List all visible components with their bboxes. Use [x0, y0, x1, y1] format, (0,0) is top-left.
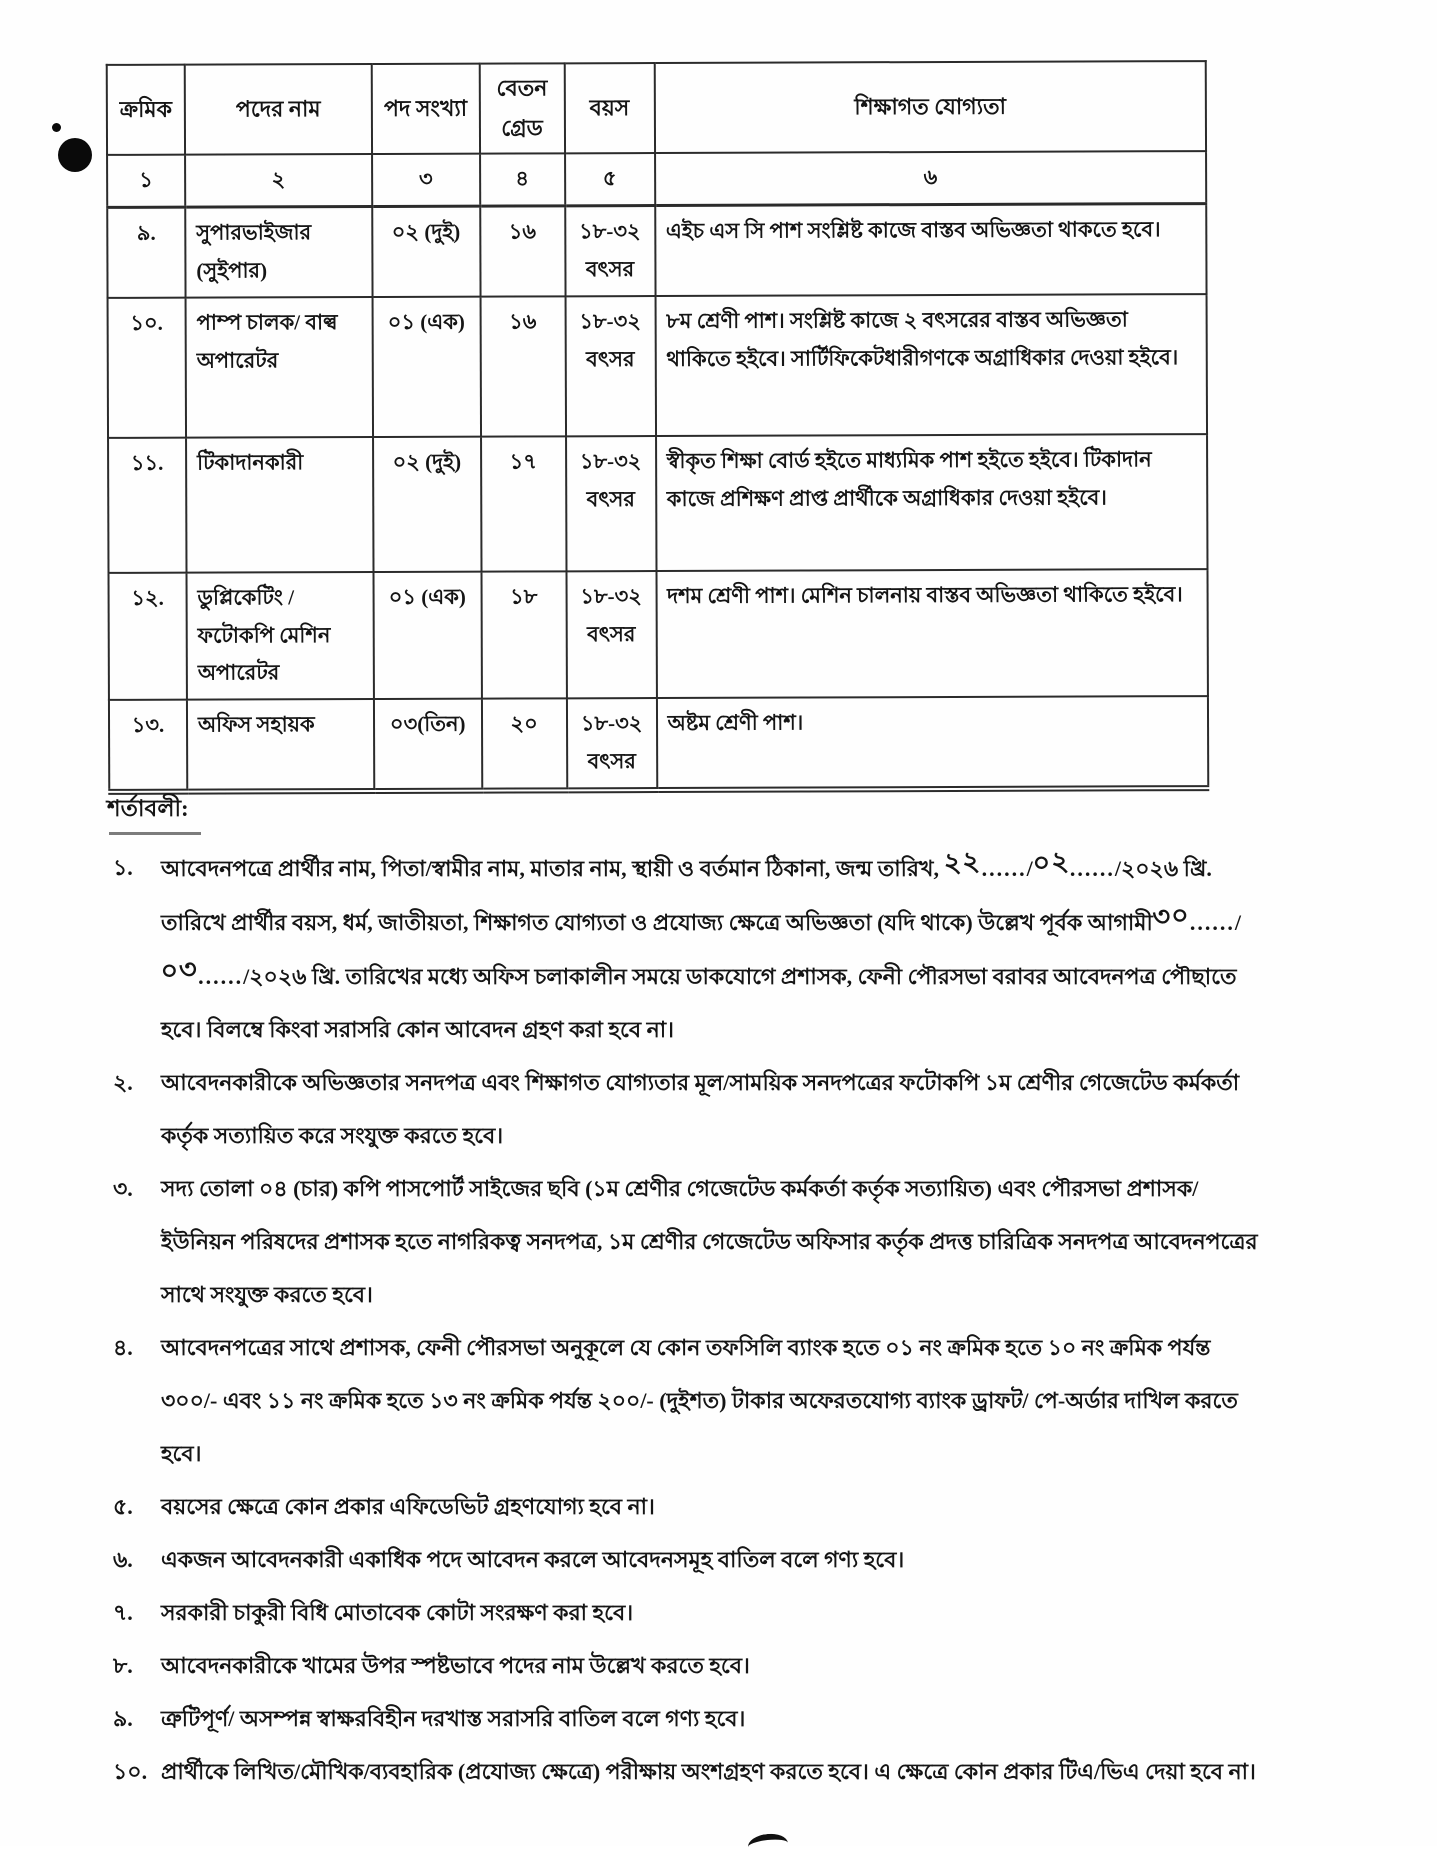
dotted-blank: ...... [198, 964, 244, 989]
cell-age: ১৮-৩২ বৎসর [565, 296, 655, 436]
col-header-serial: ক্রমিক [107, 65, 185, 155]
condition-item [107, 1639, 1259, 1692]
cell-qualification: অষ্টম শ্রেণী পাশ। [656, 696, 1208, 790]
table-row [107, 203, 1206, 297]
conditions-section [107, 790, 1259, 1798]
col-num-6: ৬ [655, 151, 1207, 205]
slash: / [1114, 856, 1121, 881]
ink-speck-icon [52, 123, 61, 132]
condition-1-text-after: খ্রি. তারিখের মধ্যে অফিস চলাকালীন সময়ে ডাকযোগে প্রশাসক, ফেনী পৌরসভা বরাবর আবেদনপত্র পৌছাতে হবে। বিলম্বে কিংবা সরাসরি কোন আবেদন গ্রহণ করা হবে না। [161, 964, 1237, 1042]
condition-number: ৪. [113, 1335, 133, 1360]
cell-post-count: ০২ (দুই) [372, 206, 480, 297]
condition-number: ৮. [113, 1653, 133, 1678]
col-header-qualification: শিক্ষাগত যোগ্যতা [654, 61, 1206, 153]
condition-text: সদ্য তোলা ০৪ (চার) কপি পাসপোর্ট সাইজের ছবি (১ম শ্রেণীর গেজেটেড কর্মকর্তা কর্তৃক সত্যায়িত) এবং পৌরসভা প্রশাসক/ ইউনিয়ন পরিষদের প্রশাসক হতে নাগরিকত্ব সনদপত্র, ১ম শ্রেণীর গেজেটেড অফিসার কর্তৃক প্রদত্ত চারিত্রিক সনদপত্র আবেদনপত্রের সাথে সংযুক্ত করতে হবে। [161, 1176, 1258, 1307]
cell-pay-grade: ১৬ [480, 296, 565, 436]
condition-number: ১. [113, 855, 133, 880]
col-num-1: ১ [107, 155, 185, 208]
cell-qualification: স্বীকৃত শিক্ষা বোর্ড হইতে মাধ্যমিক পাশ হইতে হইবে। টিকাদান কাজে প্রশিক্ষণ প্রাপ্ত প্রার্থীকে অগ্রাধিকার দেওয়া হইবে। [656, 434, 1208, 571]
dotted-blank: ...... [981, 856, 1027, 881]
handwritten-month-2: ০৩ [159, 953, 199, 987]
cell-qualification: দশম শ্রেণী পাশ। মেশিন চালনায় বাস্তব অভিজ্ঞতা থাকিতে হইবে। [656, 569, 1208, 698]
job-posts-table [106, 60, 1210, 795]
condition-item [107, 1745, 1259, 1798]
condition-item [107, 1533, 1259, 1586]
condition-number: ৫. [113, 1494, 133, 1519]
condition-text: আবেদনপত্রের সাথে প্রশাসক, ফেনী পৌরসভা অনুকূলে যে কোন তফসিলি ব্যাংক হতে ০১ নং ক্রমিক হতে ১০ নং ক্রমিক পর্যন্ত ৩০০/- এবং ১১ নং ক্রমিক হতে ১৩ নং ক্রমিক পর্যন্ত ২০০/- (দুইশত) টাকার অফেরতযোগ্য ব্যাংক ড্রাফট/ পে-অর্ডার দাখিল করতে হবে। [161, 1335, 1238, 1466]
cell-serial: ১২. [109, 572, 187, 700]
cut-off-text-artifact [747, 1832, 789, 1858]
cell-post-name: পাম্প চালক/ বাল্ব অপারেটর [185, 297, 372, 438]
slash: / [1026, 856, 1033, 881]
col-num-4: ৪ [480, 153, 565, 206]
col-num-5: ৫ [565, 153, 655, 206]
table-row [108, 434, 1207, 573]
cell-pay-grade: ১৮ [481, 571, 566, 699]
condition-number: ৩. [113, 1176, 133, 1201]
col-header-post-name: পদের নাম [185, 64, 372, 155]
col-num-2: ২ [185, 154, 372, 207]
col-header-post-count: পদ সংখ্যা [371, 64, 479, 154]
condition-item [107, 1056, 1259, 1162]
cell-pay-grade: ২০ [482, 699, 567, 791]
col-header-pay-grade: বেতন গ্রেড [479, 63, 564, 153]
condition-text: সরকারী চাকুরী বিধি মোতাবেক কোটা সংরক্ষণ করা হবে। [161, 1600, 634, 1625]
table-row [109, 696, 1208, 791]
column-number-row [107, 151, 1206, 207]
condition-item [107, 1692, 1259, 1745]
col-header-age: বয়স [564, 63, 654, 153]
col-num-3: ৩ [372, 154, 480, 207]
hole-punch-dot-icon [58, 138, 92, 172]
condition-text: আবেদনকারীকে অভিজ্ঞতার সনদপত্র এবং শিক্ষাগত যোগ্যতার মূল/সাময়িক সনদপত্রের ফটোকপি ১ম শ্রেণীর গেজেটেড কর্মকর্তা কর্তৃক সত্যায়িত করে সংযুক্ত করতে হবে। [161, 1070, 1240, 1148]
printed-year-1: ২০২৬ [1120, 856, 1179, 881]
condition-1-text-before: আবেদনপত্রে প্রার্থীর নাম, পিতা/স্বামীর নাম, মাতার নাম, স্থায়ী ও বর্তমান ঠিকানা, জন্ম তারিখ, [161, 856, 939, 881]
condition-number: ১০. [113, 1759, 148, 1784]
condition-number: ৭. [113, 1600, 133, 1625]
handwritten-month-1: ০২ [1031, 845, 1071, 879]
condition-text: আবেদনকারীকে খামের উপর স্পষ্টভাবে পদের নাম উল্লেখ করতে হবে। [161, 1653, 750, 1678]
condition-number: ৯. [113, 1706, 133, 1731]
cell-pay-grade: ১৭ [481, 436, 566, 571]
cell-post-count: ০১ (এক) [372, 296, 480, 436]
cell-pay-grade: ১৬ [480, 206, 565, 297]
condition-number: ৬. [113, 1547, 133, 1572]
condition-text: ত্রুটিপূর্ণ/ অসম্পন্ন স্বাক্ষরবিহীন দরখাস্ত সরাসরি বাতিল বলে গণ্য হবে। [161, 1706, 746, 1731]
cell-serial: ১১. [108, 437, 186, 572]
handwritten-day-1: ২২ [943, 845, 983, 879]
condition-item [107, 1321, 1259, 1480]
condition-text: একজন আবেদনকারী একাধিক পদে আবেদন করলে আবেদনসমূহ বাতিল বলে গণ্য হবে। [161, 1547, 905, 1572]
cell-post-name: টিকাদানকারী [186, 437, 373, 573]
conditions-title: শর্তাবলী: [107, 790, 189, 829]
cell-serial: ১৩. [109, 700, 187, 792]
cell-age: ১৮-৩২ বৎসর [565, 205, 655, 296]
dotted-blank: ...... [1069, 856, 1115, 881]
table-row [109, 569, 1208, 700]
handwritten-day-2: ৩০ [1151, 899, 1191, 933]
cell-age: ১৮-৩২ বৎসর [567, 698, 657, 790]
cell-post-name: অফিস সহায়ক [187, 699, 374, 791]
cell-serial: ৯. [107, 207, 185, 298]
cell-age: ১৮-৩২ বৎসর [566, 571, 656, 699]
condition-item [107, 1480, 1259, 1533]
slash: / [1234, 910, 1242, 935]
cell-age: ১৮-৩২ বৎসর [566, 436, 656, 571]
cell-post-count: ০১ (এক) [373, 571, 481, 699]
table-header-row [107, 61, 1206, 155]
table-row [108, 294, 1207, 438]
condition-1-text-middle: খ্রি. তারিখে প্রার্থীর বয়স, ধর্ম, জাতীয়তা, শিক্ষাগত যোগ্যতা ও প্রযোজ্য ক্ষেত্রে অভিজ্ঞতা (যদি থাকে) উল্লেখ পূর্বক আগামী [161, 856, 1212, 935]
slash: / [243, 964, 250, 989]
dotted-blank: ...... [1189, 910, 1235, 935]
condition-text: প্রার্থীকে লিখিত/মৌখিক/ব্যবহারিক (প্রযোজ্য ক্ষেত্রে) পরীক্ষায় অংশগ্রহণ করতে হবে। এ ক্ষেত্রে কোন প্রকার টিএ/ভিএ দেয়া হবে না। [161, 1759, 1256, 1784]
cell-serial: ১০. [108, 297, 186, 437]
condition-item-1 [107, 841, 1259, 1056]
cell-post-count: ০২ (দুই) [373, 436, 481, 571]
cell-qualification: এইচ এস সি পাশ সংশ্লিষ্ট কাজে বাস্তব অভিজ্ঞতা থাকতে হবে। [655, 203, 1207, 295]
condition-item [107, 1586, 1259, 1639]
condition-text [161, 841, 1259, 1056]
cell-post-name: ডুপ্লিকেটিং / ফটোকপি মেশিন অপারেটর [186, 572, 373, 700]
cell-post-count: ০৩(তিন) [374, 699, 482, 791]
cell-qualification: ৮ম শ্রেণী পাশ। সংশ্লিষ্ট কাজে ২ বৎসরের বাস্তব অভিজ্ঞতা থাকিতে হইবে। সার্টিফিকেটধারীগণকে অগ্রাধিকার দেওয়া হইবে। [655, 294, 1207, 436]
condition-number: ২. [113, 1070, 133, 1095]
condition-item [107, 1162, 1259, 1321]
printed-year-2: ২০২৬ [249, 964, 307, 989]
cell-post-name: সুপারভাইজার (সুইপার) [185, 206, 372, 297]
condition-text: বয়সের ক্ষেত্রে কোন প্রকার এফিডেভিট গ্রহণযোগ্য হবে না। [161, 1494, 655, 1519]
